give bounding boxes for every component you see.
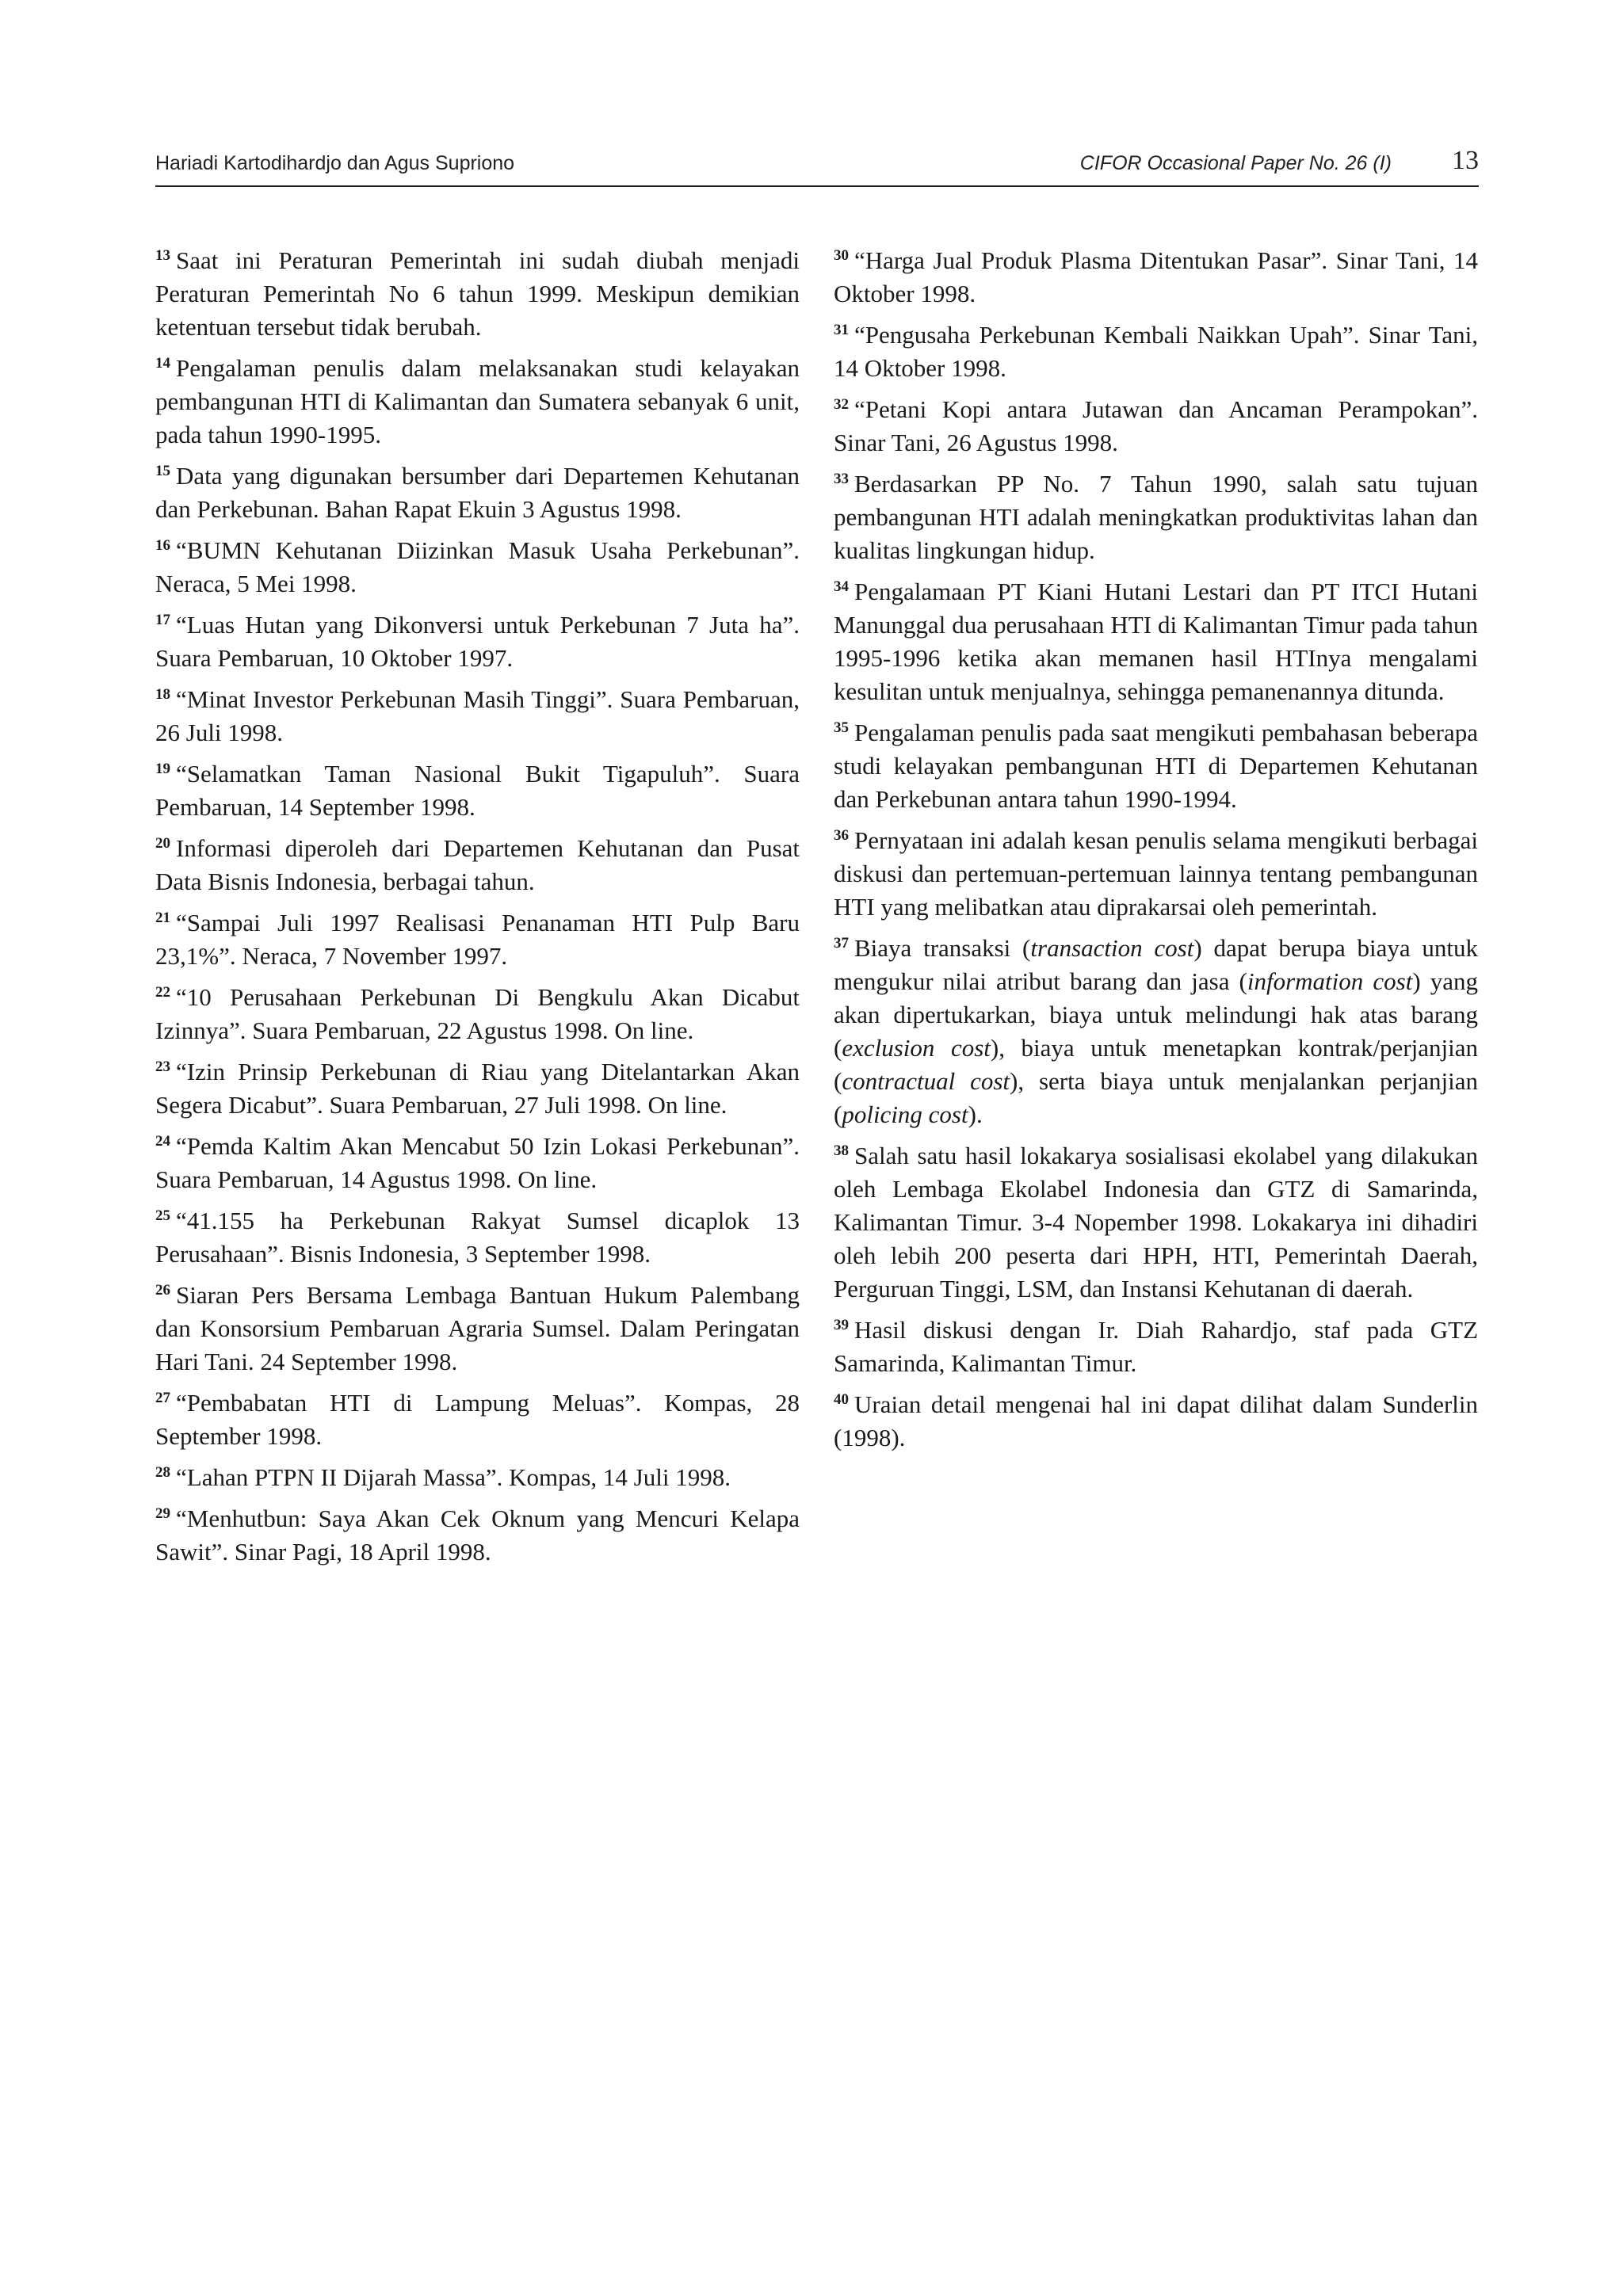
- header-authors: Hariadi Kartodihardjo dan Agus Supriono: [155, 152, 515, 174]
- footnote-text: “Petani Kopi antara Jutawan dan Ancaman Perampokan”. Sinar Tani, 26 Agustus 1998.: [834, 395, 1478, 456]
- footnote-text: Data yang digunakan bersumber dari Departemen Kehutanan dan Perkebunan. Bahan Rapat Ekuin 3 Agustus 1998.: [155, 462, 800, 523]
- footnote-text: “10 Perusahaan Perkebunan Di Bengkulu Akan Dicabut Izinnya”. Suara Pembaruan, 22 Agustus 1998. On line.: [155, 983, 800, 1044]
- footnote: [834, 467, 1478, 567]
- footnote-number: 39: [834, 1317, 849, 1333]
- footnote-term: contractual cost: [842, 1067, 1010, 1095]
- footnote: [155, 1055, 800, 1122]
- footnote-number: 16: [155, 537, 170, 554]
- footnote-text: “Harga Jual Produk Plasma Ditentukan Pasar”. Sinar Tani, 14 Oktober 1998.: [834, 246, 1478, 307]
- footnote: [155, 244, 800, 344]
- footnote: [155, 906, 800, 973]
- footnote: [155, 683, 800, 749]
- page-number: 13: [1452, 146, 1479, 175]
- footnote: [834, 1388, 1478, 1455]
- footnote-number: 38: [834, 1142, 849, 1159]
- footnote-number: 28: [155, 1464, 170, 1481]
- footnotes-left-column: [155, 244, 800, 1577]
- footnote-term: transaction cost: [1030, 934, 1194, 962]
- footnote-number: 27: [155, 1390, 170, 1406]
- footnote-text: Berdasarkan PP No. 7 Tahun 1990, salah satu tujuan pembangunan HTI adalah meningkatkan produktivitas lahan dan kualitas lingkungan hidup.: [834, 470, 1478, 564]
- footnote-text: Pengalaman penulis dalam melaksanakan studi kelayakan pembangunan HTI di Kalimantan dan Sumatera sebanyak 6 unit, pada tahun 1990-1995.: [155, 354, 800, 448]
- footnote: [155, 1386, 800, 1453]
- footnote: [155, 981, 800, 1047]
- footnote-text: “Lahan PTPN II Dijarah Massa”. Kompas, 14 Juli 1998.: [176, 1463, 731, 1491]
- footnote: [155, 608, 800, 675]
- footnote-text: “Pemda Kaltim Akan Mencabut 50 Izin Lokasi Perkebunan”. Suara Pembaruan, 14 Agustus 1998. On line.: [155, 1132, 800, 1193]
- footnote-number: 32: [834, 396, 849, 413]
- footnote: [834, 716, 1478, 816]
- footnote-text: ), biaya untuk menetapkan kontrak/perjanjian (: [834, 1034, 1478, 1095]
- footnote-number: 18: [155, 686, 170, 703]
- footnote-text: Pengalamaan PT Kiani Hutani Lestari dan PT ITCI Hutani Manunggal dua perusahaan HTI di Kalimantan Timur pada tahun 1995-1996 ketika akan memanen hasil HTInya mengalami kesulitan untuk menjualnya, sehingga pemanenannya ditunda.: [834, 578, 1478, 705]
- footnote-term: exclusion cost: [842, 1034, 991, 1062]
- footnote-text: “Luas Hutan yang Dikonversi untuk Perkebunan 7 Juta ha”. Suara Pembaruan, 10 Oktober 1997.: [155, 611, 800, 672]
- footnote-number: 35: [834, 719, 849, 736]
- footnote-number: 22: [155, 984, 170, 1001]
- footnote-text: ) yang akan dipertukarkan, biaya untuk melindungi hak atas barang (: [834, 967, 1478, 1062]
- footnote-text: Hasil diskusi dengan Ir. Diah Rahardjo, staf pada GTZ Samarinda, Kalimantan Timur.: [834, 1316, 1478, 1377]
- footnote: [155, 1502, 800, 1569]
- footnote: [834, 318, 1478, 385]
- footnote-number: 37: [834, 935, 849, 952]
- footnote: [834, 932, 1478, 1131]
- footnote-number: 23: [155, 1058, 170, 1075]
- footnote-text: “41.155 ha Perkebunan Rakyat Sumsel dicaplok 13 Perusahaan”. Bisnis Indonesia, 3 September 1998.: [155, 1207, 800, 1268]
- header-series-title: CIFOR Occasional Paper No. 26 (I): [1079, 152, 1392, 174]
- footnote-term: policing cost: [842, 1100, 968, 1128]
- footnote-number: 40: [834, 1391, 849, 1408]
- footnote: [155, 1461, 800, 1494]
- footnote-text: Siaran Pers Bersama Lembaga Bantuan Hukum Palembang dan Konsorsium Pembaruan Agraria Sumsel. Dalam Peringatan Hari Tani. 24 September 1998.: [155, 1281, 800, 1375]
- footnote: [155, 352, 800, 452]
- footnote: [834, 393, 1478, 460]
- footnote: [834, 1314, 1478, 1380]
- footnote-number: 24: [155, 1133, 170, 1150]
- footnote-text: “Minat Investor Perkebunan Masih Tinggi”. Suara Pembaruan, 26 Juli 1998.: [155, 685, 800, 746]
- footnote-text: Uraian detail mengenai hal ini dapat dilihat dalam Sunderlin (1998).: [834, 1390, 1478, 1451]
- footnote-text: “Sampai Juli 1997 Realisasi Penanaman HTI Pulp Baru 23,1%”. Neraca, 7 November 1997.: [155, 909, 800, 970]
- footnote-text: ), serta biaya untuk menjalankan perjanjian (: [834, 1067, 1478, 1128]
- footnote-number: 29: [155, 1505, 170, 1522]
- footnote: [155, 534, 800, 601]
- footnote-number: 15: [155, 463, 170, 479]
- footnote-text: ).: [968, 1100, 983, 1128]
- running-header: [155, 146, 1479, 187]
- footnote-text: Saat ini Peraturan Pemerintah ini sudah diubah menjadi Peraturan Pemerintah No 6 tahun 1999. Meskipun demikian ketentuan tersebut tidak berubah.: [155, 246, 800, 341]
- footnote: [155, 460, 800, 526]
- footnote-text: Biaya transaksi (: [854, 934, 1031, 962]
- footnotes-right-column: [834, 244, 1478, 1463]
- footnote-text: “Selamatkan Taman Nasional Bukit Tigapuluh”. Suara Pembaruan, 14 September 1998.: [155, 760, 800, 821]
- footnote: [834, 1139, 1478, 1306]
- footnote: [155, 1279, 800, 1379]
- footnote-number: 13: [155, 247, 170, 264]
- footnote-number: 20: [155, 835, 170, 852]
- footnote-text: “Menhutbun: Saya Akan Cek Oknum yang Mencuri Kelapa Sawit”. Sinar Pagi, 18 April 1998.: [155, 1505, 800, 1566]
- footnote-text: ) dapat berupa biaya untuk mengukur nilai atribut barang dan jasa (: [834, 934, 1479, 995]
- footnote: [155, 1130, 800, 1196]
- footnote-number: 26: [155, 1282, 170, 1299]
- footnote: [834, 244, 1478, 311]
- footnote-number: 34: [834, 578, 849, 595]
- footnote: [155, 832, 800, 898]
- footnote-number: 19: [155, 761, 170, 777]
- footnote: [834, 824, 1478, 924]
- footnote-term: information cost: [1247, 967, 1413, 995]
- footnote: [834, 575, 1478, 708]
- footnote-number: 25: [155, 1207, 170, 1224]
- footnote-text: “Pengusaha Perkebunan Kembali Naikkan Upah”. Sinar Tani, 14 Oktober 1998.: [834, 321, 1478, 382]
- footnote-number: 31: [834, 322, 849, 338]
- footnote-text: Pernyataan ini adalah kesan penulis selama mengikuti berbagai diskusi dan pertemuan-pertemuan lainnya tentang pembangunan HTI yang melibatkan atau diprakarsai oleh pemerintah.: [834, 826, 1478, 921]
- footnote-number: 33: [834, 471, 849, 487]
- footnote-number: 14: [155, 355, 170, 372]
- footnote-number: 36: [834, 827, 849, 844]
- footnote-text: “Pembabatan HTI di Lampung Meluas”. Kompas, 28 September 1998.: [155, 1389, 800, 1450]
- footnote-text: “Izin Prinsip Perkebunan di Riau yang Ditelantarkan Akan Segera Dicabut”. Suara Pembaruan, 27 Juli 1998. On line.: [155, 1058, 800, 1119]
- footnote: [155, 757, 800, 824]
- footnote-number: 17: [155, 612, 170, 628]
- footnote-number: 21: [155, 910, 170, 926]
- footnote-text: Informasi diperoleh dari Departemen Kehutanan dan Pusat Data Bisnis Indonesia, berbagai tahun.: [155, 834, 800, 895]
- footnote-number: 30: [834, 247, 849, 264]
- footnote-text: “BUMN Kehutanan Diizinkan Masuk Usaha Perkebunan”. Neraca, 5 Mei 1998.: [155, 536, 800, 597]
- footnote: [155, 1204, 800, 1271]
- footnote-text: Salah satu hasil lokakarya sosialisasi ekolabel yang dilakukan oleh Lembaga Ekolabel Indonesia dan GTZ di Samarinda, Kalimantan Timur. 3-4 Nopember 1998. Lokakarya ini dihadiri oleh lebih 200 peserta dari HPH, HTI, Pemerintah Daerah, Perguruan Tinggi, LSM, dan Instansi Kehutanan di daerah.: [834, 1142, 1478, 1302]
- footnote-text: Pengalaman penulis pada saat mengikuti pembahasan beberapa studi kelayakan pembangunan HTI di Departemen Kehutanan dan Perkebunan antara tahun 1990-1994.: [834, 719, 1478, 813]
